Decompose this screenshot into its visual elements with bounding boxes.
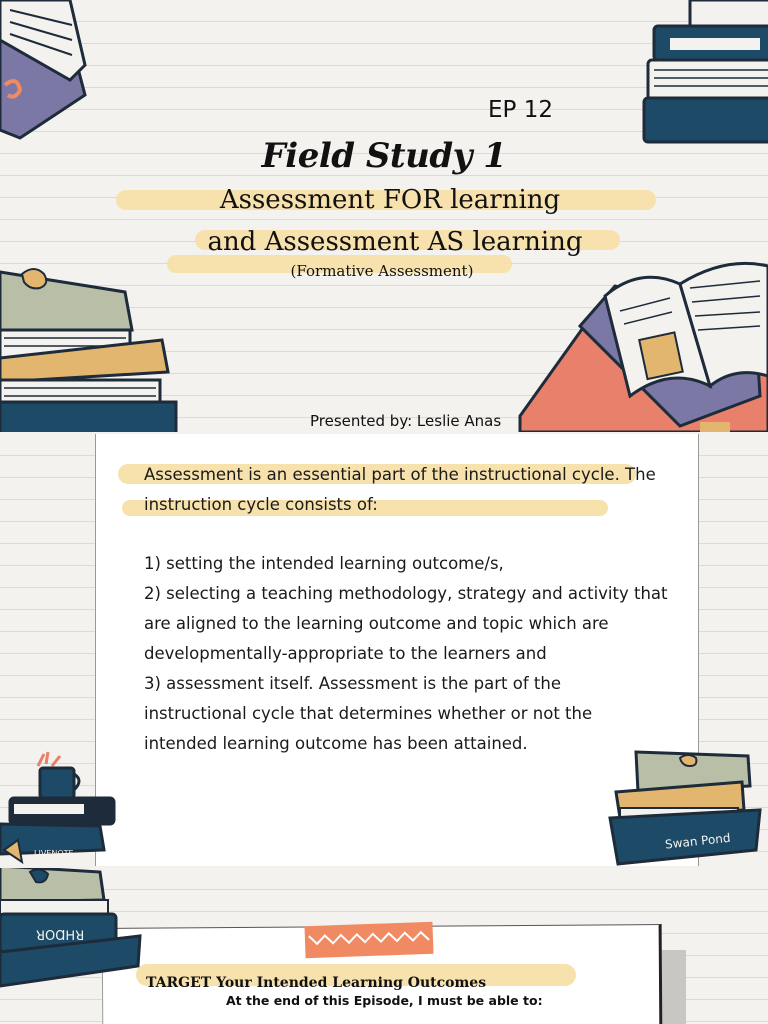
washi-tape	[304, 922, 433, 958]
intro-paragraph	[144, 460, 664, 520]
book-stack-bottom-left-illustration	[0, 868, 145, 992]
intro-line: instruction cycle consists of:	[144, 495, 378, 514]
episode-label: EP 12	[488, 97, 553, 123]
book-stack-left-illustration	[0, 262, 180, 432]
subtitle-line-2: and Assessment AS learning	[207, 227, 583, 257]
list-item: 3) assessment itself. Assessment is the part of the	[144, 674, 561, 693]
list-item: are aligned to the learning outcome and topic which are	[144, 614, 609, 633]
book-stack-top-left-illustration	[0, 0, 90, 140]
page-title: Field Study 1	[261, 136, 507, 176]
book-stack-right-illustration	[610, 752, 760, 866]
list-item: intended learning outcome has been attained.	[144, 734, 528, 753]
book-stack-with-mug-illustration	[0, 754, 120, 866]
list-item: developmentally-appropriate to the learners and	[144, 644, 547, 663]
book-spine-label-left: LIVENOTE	[34, 849, 74, 858]
zigzag-pattern-icon	[304, 922, 433, 958]
list-item: 2) selecting a teaching methodology, strategy and activity that	[144, 584, 668, 603]
book-spine-label-right: Swan Pond	[664, 830, 732, 852]
list-item: instructional cycle that determines whether or not the	[144, 704, 593, 723]
subtitle-note: (Formative Assessment)	[290, 262, 474, 280]
target-slide	[0, 868, 768, 1024]
title-slide	[0, 0, 768, 432]
intro-line: Assessment is an essential part of the instructional cycle. The	[144, 465, 656, 484]
content-slide	[0, 434, 768, 866]
target-subtitle: At the end of this Episode, I must be able to:	[226, 993, 543, 1008]
instruction-cycle-list	[144, 549, 668, 759]
target-title: TARGET Your Intended Learning Outcomes	[146, 975, 487, 991]
book-stack-top-right-illustration	[640, 0, 768, 150]
subtitle-line-1: Assessment FOR learning	[219, 185, 561, 215]
book-glyph-icon: ꓤOⱭꓧꓤ	[36, 929, 85, 944]
list-item: 1) setting the intended learning outcome/s,	[144, 554, 504, 573]
presenter-name: Presented by: Leslie Anas	[310, 412, 502, 430]
